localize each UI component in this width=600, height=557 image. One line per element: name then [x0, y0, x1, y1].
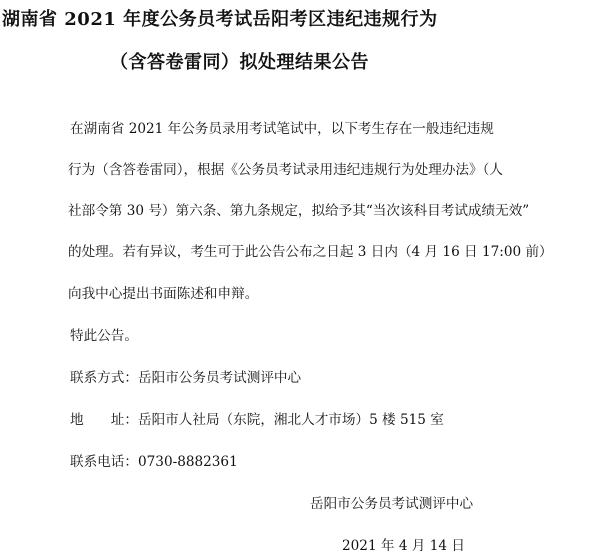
- phone-value: 0730-8882361: [138, 454, 238, 470]
- phone-row: [70, 450, 238, 470]
- document-title-line-2: （含答卷雷同）拟处理结果公告: [110, 52, 369, 73]
- signature-organization: 岳阳市公务员考试测评中心: [310, 496, 474, 512]
- body-line-2: 行为（含答卷雷同），根据《公务员考试录用违纪违规行为处理办法》（人: [68, 162, 503, 178]
- contact-method-row: [70, 366, 301, 386]
- body-line-3: 社部令第 30 号）第六条、第九条规定，拟给予其“当次该科目考试成绩无效”: [68, 203, 530, 219]
- address-row: [70, 408, 444, 428]
- address-label: 地 址：: [70, 412, 138, 428]
- closing-text: 特此公告。: [70, 328, 138, 344]
- phone-label: 联系电话：: [70, 454, 138, 470]
- signature-date: 2021 年 4 月 14 日: [342, 538, 465, 554]
- address-value: 岳阳市人社局（东院，湘北人才市场）5 楼 515 室: [138, 412, 444, 428]
- contact-method-label: 联系方式：: [70, 370, 138, 386]
- body-line-1: 在湖南省 2021 年公务员录用考试笔试中，以下考生存在一般违纪违规: [70, 121, 494, 137]
- body-line-5: 向我中心提出书面陈述和申辩。: [68, 286, 259, 302]
- document-title-line-1: 湖南省 2021 年度公务员考试岳阳考区违纪违规行为: [2, 9, 438, 30]
- contact-method-value: 岳阳市公务员考试测评中心: [138, 370, 302, 386]
- body-line-4: 的处理。若有异议，考生可于此公告公布之日起 3 日内（4 月 16 日 17:00 前）: [68, 244, 553, 260]
